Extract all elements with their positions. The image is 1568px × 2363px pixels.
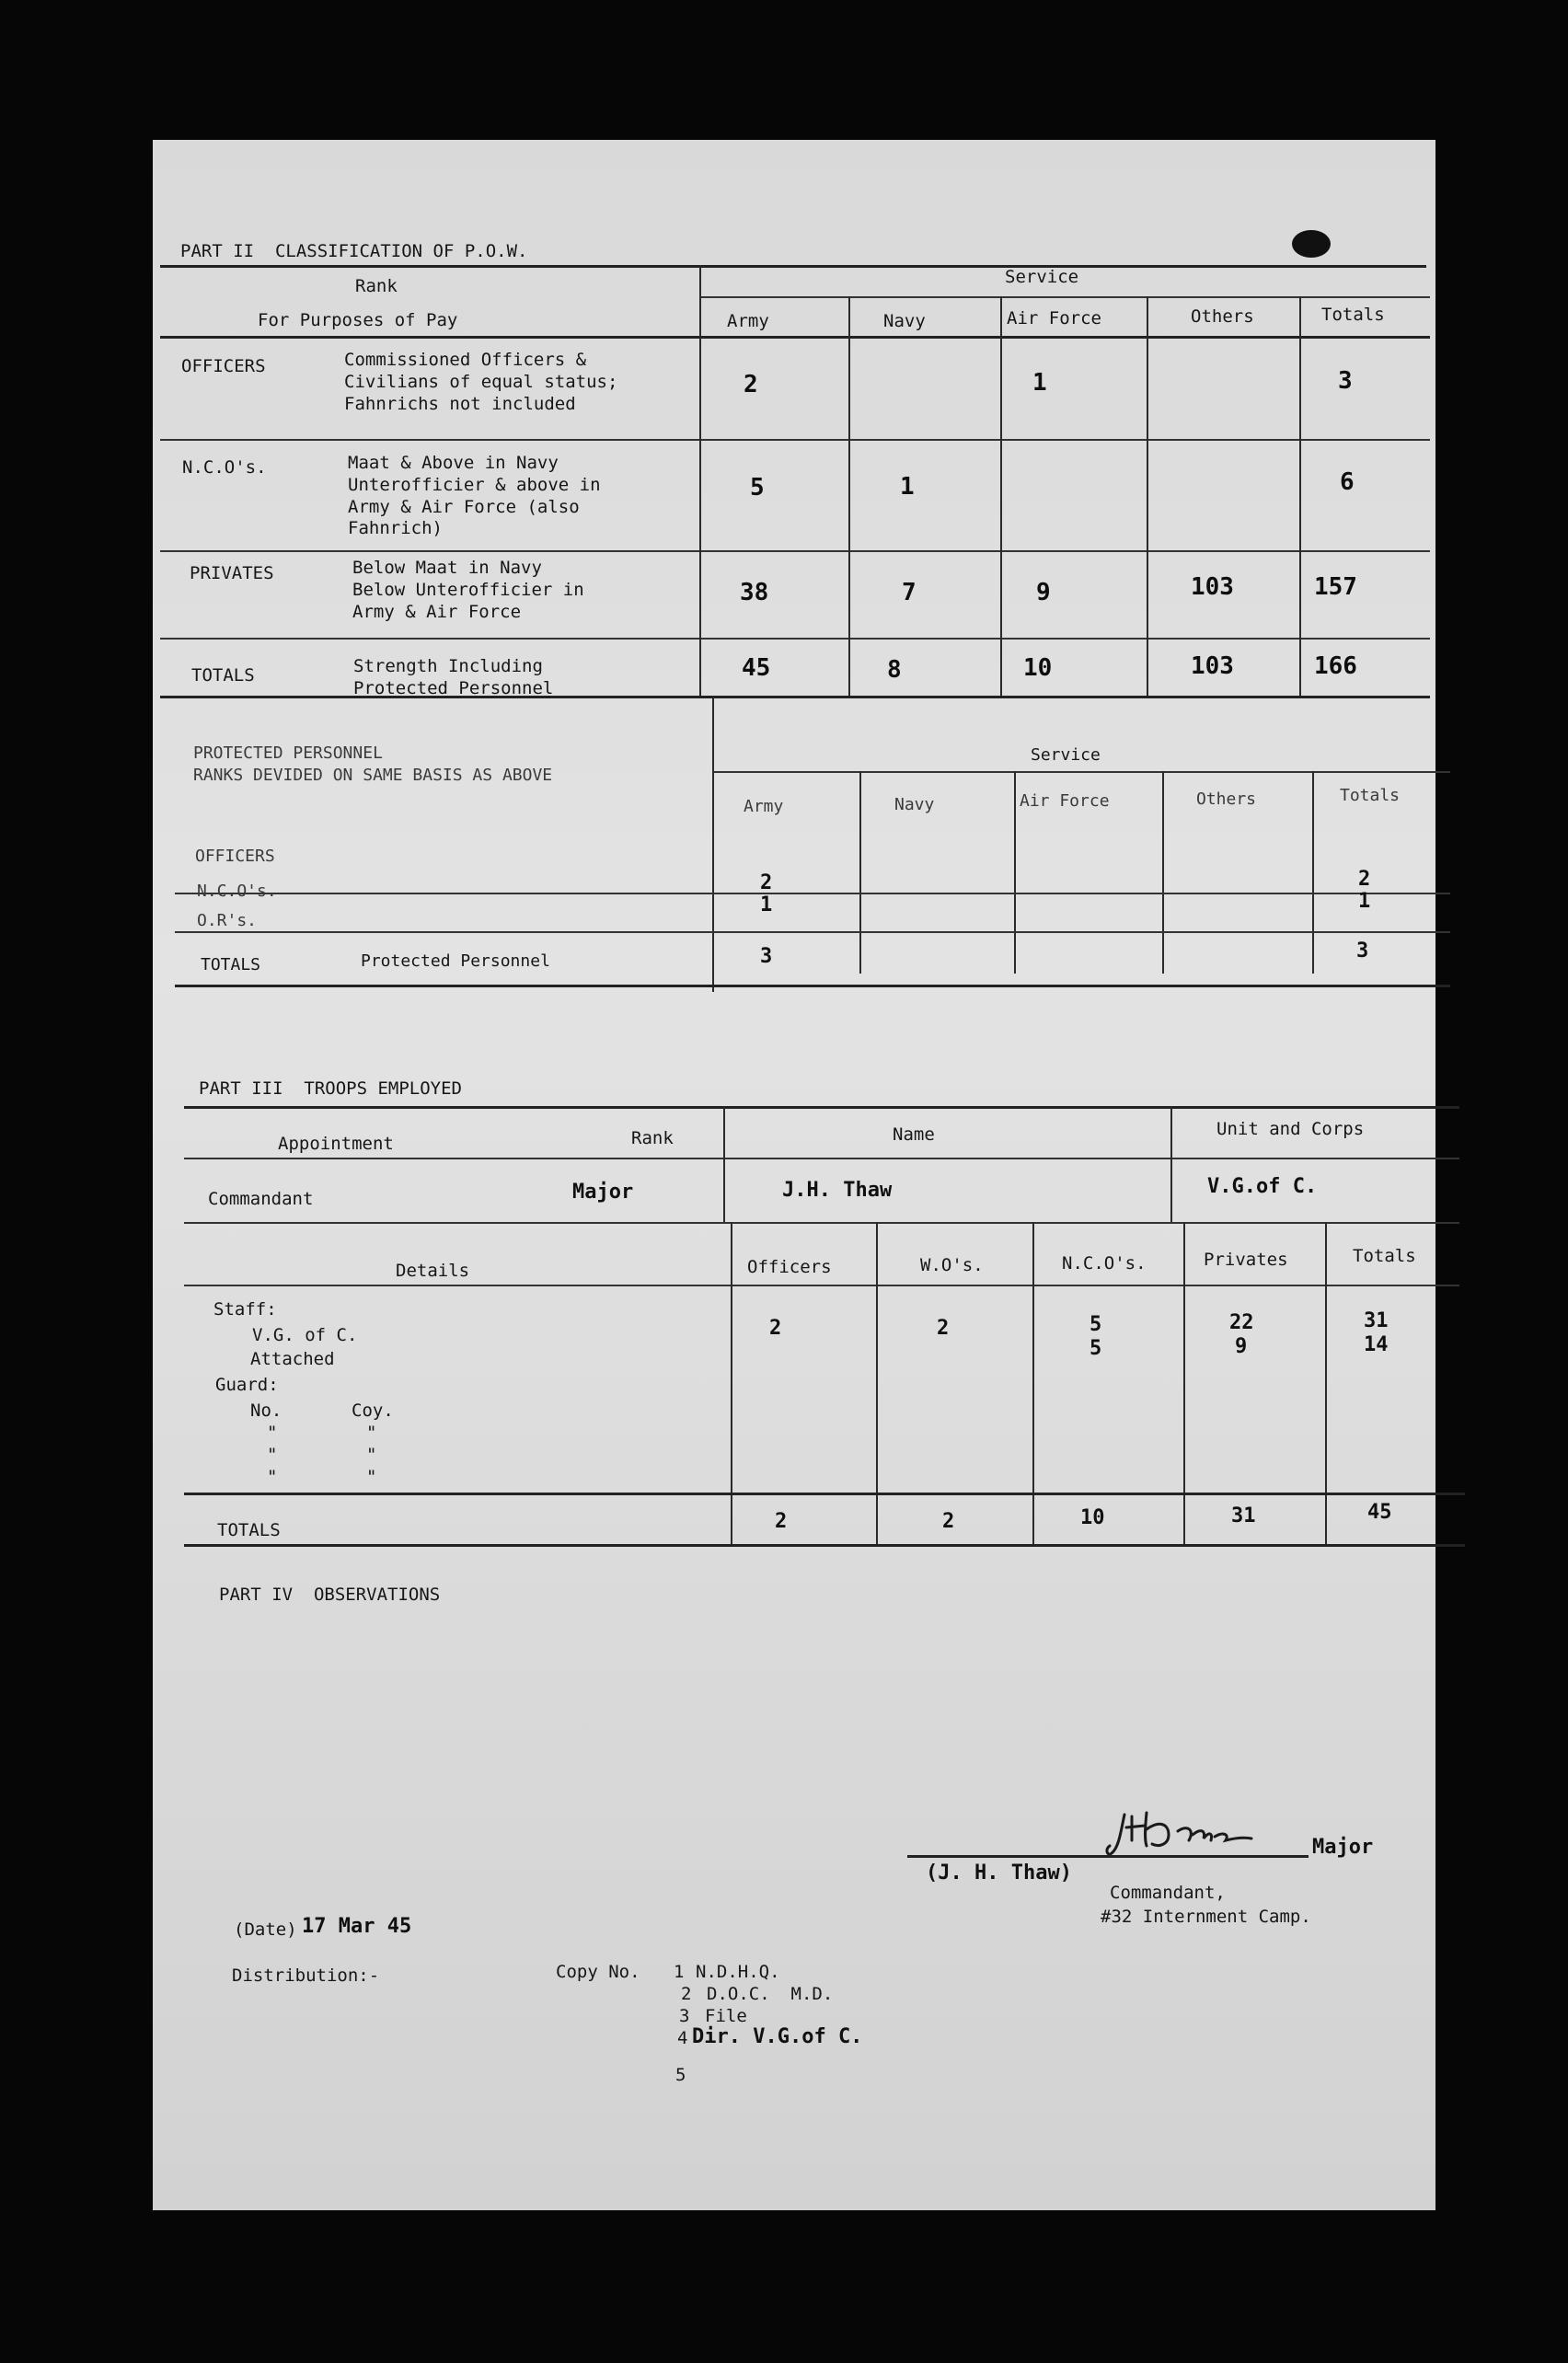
rule bbox=[1183, 1222, 1185, 1546]
pp-totals-desc: Protected Personnel bbox=[361, 951, 550, 971]
cell-value: 2 bbox=[942, 1510, 955, 1533]
cell-value: 1 bbox=[900, 473, 915, 501]
protected-subheading: RANKS DEVIDED ON SAME BASIS AS ABOVE bbox=[193, 766, 553, 785]
name-header: Name bbox=[893, 1124, 935, 1145]
cell-value: 10 bbox=[1080, 1506, 1105, 1529]
cell-value: 45 bbox=[742, 654, 771, 682]
col-totals: Totals bbox=[1321, 305, 1385, 325]
rank-header: Rank bbox=[355, 276, 398, 296]
part2-heading: PART II CLASSIFICATION OF P.O.W. bbox=[180, 241, 528, 261]
appointment-header: Appointment bbox=[278, 1134, 394, 1154]
rank-header-sub: For Purposes of Pay bbox=[258, 310, 458, 330]
copy-recipient: N.D.H.Q. bbox=[696, 1962, 780, 1982]
rule bbox=[160, 696, 1430, 698]
staff-label: Staff: bbox=[213, 1299, 277, 1320]
rule bbox=[160, 439, 1430, 441]
cell-value: 45 bbox=[1367, 1501, 1392, 1524]
rule bbox=[1299, 296, 1301, 696]
copy-no: 2 bbox=[681, 1984, 692, 2004]
signature-name: (J. H. Thaw) bbox=[926, 1862, 1072, 1885]
vgc-label: V.G. of C. bbox=[252, 1325, 358, 1345]
ink-blot bbox=[1292, 230, 1331, 258]
rule bbox=[160, 638, 1430, 640]
col-ncos: N.C.O's. bbox=[1062, 1253, 1147, 1274]
signature-camp: #32 Internment Camp. bbox=[1101, 1907, 1311, 1927]
rule bbox=[1312, 771, 1314, 974]
rule bbox=[1147, 296, 1148, 696]
pp-totals-label: TOTALS bbox=[201, 955, 261, 974]
rule bbox=[175, 931, 1450, 933]
cell-value: 6 bbox=[1340, 468, 1355, 496]
date-label: (Date) bbox=[234, 1919, 297, 1940]
copy-no: 1 bbox=[674, 1962, 685, 1982]
copy-no: 3 bbox=[679, 2006, 690, 2026]
distribution-label: Distribution:- bbox=[232, 1965, 380, 1986]
appointment-value: Commandant bbox=[208, 1189, 314, 1209]
rule bbox=[1170, 1106, 1172, 1222]
attached-label: Attached bbox=[250, 1349, 335, 1369]
protected-heading: PROTECTED PERSONNEL bbox=[193, 743, 383, 763]
cell-value: 22 bbox=[1229, 1311, 1254, 1334]
rule bbox=[184, 1493, 1465, 1495]
rule bbox=[699, 265, 701, 696]
rule bbox=[1000, 296, 1002, 696]
rule bbox=[701, 296, 1430, 298]
rank-header-p3: Rank bbox=[631, 1128, 674, 1148]
protected-service-header: Service bbox=[1031, 745, 1101, 765]
rule bbox=[184, 1106, 1459, 1109]
cell-value: 38 bbox=[740, 579, 769, 606]
rule bbox=[1325, 1222, 1327, 1546]
pp-or-totals: 1 bbox=[1358, 890, 1371, 913]
rule bbox=[184, 1158, 1459, 1159]
cell-value: 31 bbox=[1231, 1504, 1256, 1527]
pp-col-totals: Totals bbox=[1340, 786, 1401, 805]
cell-value: 3 bbox=[1338, 367, 1353, 395]
signature-rank: Major bbox=[1312, 1836, 1374, 1859]
col-privates: Privates bbox=[1204, 1250, 1288, 1270]
ditto-mark: " bbox=[366, 1467, 377, 1487]
rule bbox=[731, 1222, 732, 1546]
rule bbox=[184, 1222, 1459, 1224]
col-air-force: Air Force bbox=[1007, 308, 1101, 329]
col-others: Others bbox=[1191, 306, 1254, 327]
part4-heading: PART IV OBSERVATIONS bbox=[219, 1585, 441, 1605]
pp-col-air-force: Air Force bbox=[1020, 791, 1110, 811]
signature-line bbox=[907, 1855, 1309, 1858]
cell-value: 1 bbox=[1032, 369, 1047, 397]
pp-totals-total: 3 bbox=[1356, 939, 1369, 962]
cell-value: 7 bbox=[902, 579, 917, 606]
pp-nco-totals: 2 bbox=[1358, 868, 1371, 891]
rule bbox=[184, 1544, 1465, 1547]
row-nco-desc: Maat & Above in Navy Unterofficier & above in Army & Air Force (also Fahnrich) bbox=[348, 453, 601, 539]
col-wos: W.O's. bbox=[920, 1255, 984, 1275]
rule bbox=[175, 985, 1450, 987]
cell-value: 166 bbox=[1314, 652, 1357, 680]
rule bbox=[184, 1285, 1459, 1286]
row-privates-desc: Below Maat in Navy Below Unterofficier in Army & Air Force bbox=[352, 558, 584, 622]
ditto-mark: " bbox=[366, 1445, 377, 1465]
cell-value: 2 bbox=[744, 371, 758, 398]
cell-value: 31 bbox=[1364, 1309, 1389, 1332]
ditto-mark: " bbox=[267, 1423, 278, 1443]
row-privates-label: PRIVATES bbox=[190, 563, 274, 583]
row-totals-label: TOTALS bbox=[191, 665, 255, 686]
cell-value: 9 bbox=[1235, 1335, 1248, 1358]
rank-value: Major bbox=[572, 1181, 634, 1204]
service-header: Service bbox=[1005, 267, 1079, 287]
copy-recipient: Dir. V.G.of C. bbox=[692, 2025, 863, 2048]
guard-label: Guard: bbox=[215, 1375, 279, 1395]
cell-value: 2 bbox=[769, 1317, 782, 1340]
rule bbox=[848, 296, 850, 696]
ditto-mark: " bbox=[366, 1423, 377, 1443]
cell-value: 9 bbox=[1036, 579, 1051, 606]
details-header: Details bbox=[396, 1261, 470, 1281]
cell-value: 8 bbox=[887, 656, 902, 684]
signature-title: Commandant, bbox=[1110, 1883, 1226, 1903]
p3-totals-label: TOTALS bbox=[217, 1520, 281, 1540]
cell-value: 5 bbox=[750, 474, 765, 501]
rule bbox=[876, 1222, 878, 1546]
rule bbox=[723, 1106, 725, 1222]
rule bbox=[859, 771, 861, 974]
rule bbox=[1162, 771, 1164, 974]
cell-value: 103 bbox=[1191, 573, 1234, 601]
pp-row-or: O.R's. bbox=[197, 911, 258, 930]
cell-value: 103 bbox=[1191, 652, 1234, 680]
cell-value: 10 bbox=[1023, 654, 1053, 682]
pp-or-army: 1 bbox=[760, 893, 773, 916]
col-officers: Officers bbox=[747, 1257, 832, 1277]
cell-value: 2 bbox=[775, 1510, 788, 1533]
rule bbox=[714, 771, 1450, 773]
unit-value: V.G.of C. bbox=[1207, 1175, 1318, 1198]
rule bbox=[160, 550, 1430, 552]
cell-value: 5 bbox=[1090, 1313, 1102, 1336]
pp-col-navy: Navy bbox=[894, 795, 935, 814]
row-nco-label: N.C.O's. bbox=[182, 457, 267, 478]
handwritten-signature bbox=[1104, 1804, 1316, 1868]
pp-row-nco: N.C.O's. bbox=[197, 882, 277, 901]
rule bbox=[1014, 771, 1016, 974]
unit-header: Unit and Corps bbox=[1216, 1119, 1365, 1139]
row-totals-desc: Strength Including Protected Personnel bbox=[353, 656, 554, 698]
row-officers-label: OFFICERS bbox=[181, 356, 266, 376]
no-label: No. bbox=[250, 1401, 282, 1421]
pp-col-army: Army bbox=[744, 797, 784, 816]
pp-col-others: Others bbox=[1196, 790, 1257, 809]
rule bbox=[1032, 1222, 1034, 1546]
pp-row-officers: OFFICERS bbox=[195, 847, 275, 866]
rule bbox=[175, 893, 1450, 894]
pp-nco-army: 2 bbox=[760, 871, 773, 894]
date-value: 17 Mar 45 bbox=[302, 1915, 412, 1938]
row-officers-desc: Commissioned Officers & Civilians of equal status; Fahnrichs not included bbox=[344, 350, 618, 414]
copy-recipient: D.O.C. M.D. bbox=[707, 1984, 834, 2004]
copy-recipient: File bbox=[705, 2006, 747, 2026]
coy-label: Coy. bbox=[352, 1401, 394, 1421]
ditto-mark: " bbox=[267, 1445, 278, 1465]
ditto-mark: " bbox=[267, 1467, 278, 1487]
rule bbox=[712, 697, 714, 992]
copy-no: 5 bbox=[675, 2065, 686, 2085]
cell-value: 14 bbox=[1364, 1333, 1389, 1356]
col-navy: Navy bbox=[883, 311, 926, 331]
cell-value: 2 bbox=[937, 1317, 950, 1340]
copy-no-label: Copy No. bbox=[556, 1962, 640, 1982]
rule bbox=[160, 265, 1426, 268]
cell-value: 157 bbox=[1314, 573, 1357, 601]
pp-totals-army: 3 bbox=[760, 945, 773, 968]
col-totals-p3: Totals bbox=[1353, 1246, 1416, 1266]
copy-no: 4 bbox=[677, 2028, 688, 2048]
rule bbox=[160, 336, 1430, 339]
name-value: J.H. Thaw bbox=[782, 1179, 893, 1202]
cell-value: 5 bbox=[1090, 1337, 1102, 1360]
part3-heading: PART III TROOPS EMPLOYED bbox=[199, 1078, 462, 1099]
col-army: Army bbox=[727, 311, 769, 331]
